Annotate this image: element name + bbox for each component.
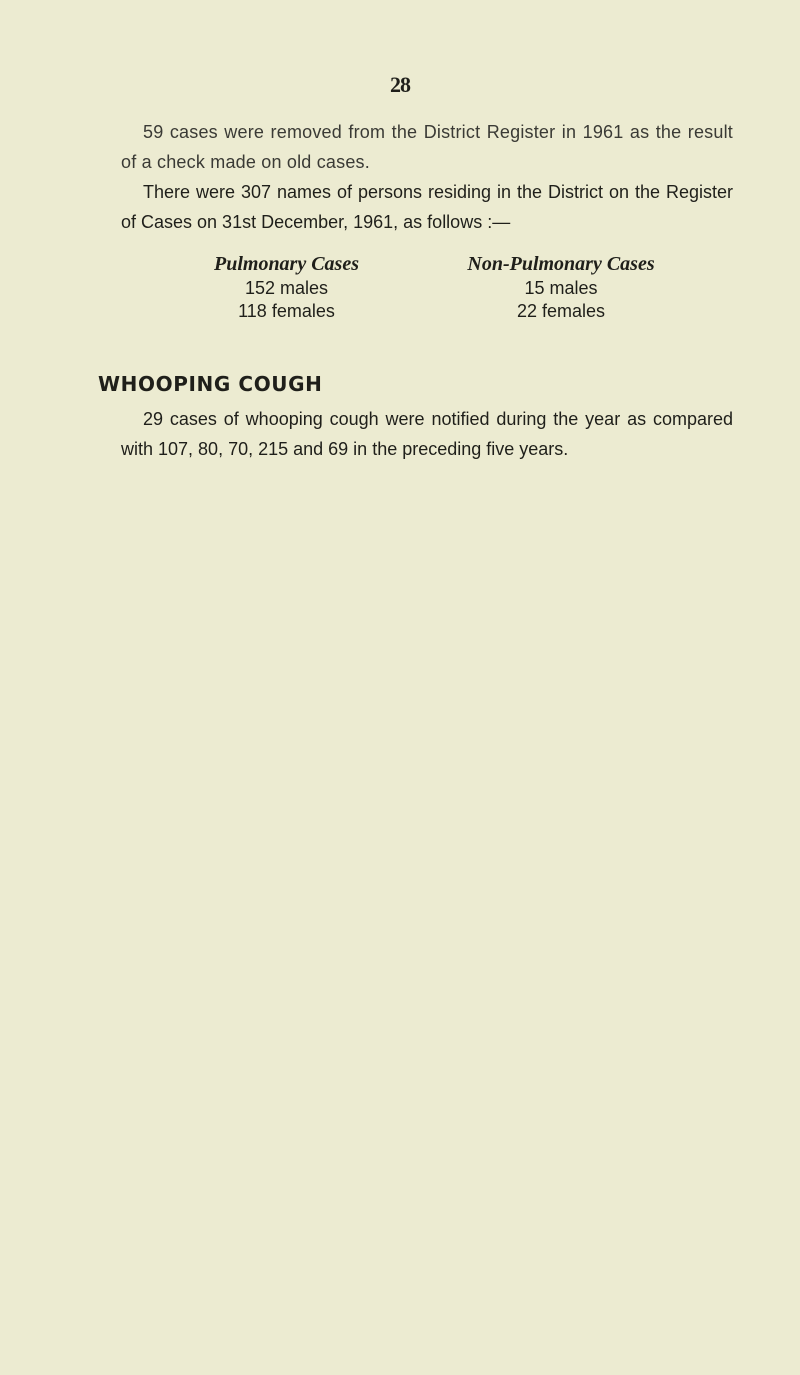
whooping-cough-heading: WHOOPING COUGH [98,372,323,396]
non-pulmonary-column [456,252,666,323]
non-pulmonary-males: 15 males [524,278,598,298]
pulmonary-heading: Pulmonary Cases [213,253,360,275]
removed-cases-paragraph: 59 cases were removed from the District Register in 1961 as the result of a check made on old cases. [121,122,733,172]
whooping-cough-paragraph: 29 cases of whooping cough were notified during the year as compared with 107, 80, 70, 215 and 69 in the preceding five years. [121,409,733,459]
pulmonary-column [199,252,374,323]
page-number: 28 [390,72,410,97]
non-pulmonary-heading: Non-Pulmonary Cases [467,253,655,275]
register-paragraph: There were 307 names of persons residing in the District on the Register of Cases on 31st December, 1961, as follows :— [121,182,733,232]
pulmonary-males: 152 males [244,278,329,298]
non-pulmonary-females: 22 females [516,301,606,321]
pulmonary-females: 118 females [238,301,335,321]
